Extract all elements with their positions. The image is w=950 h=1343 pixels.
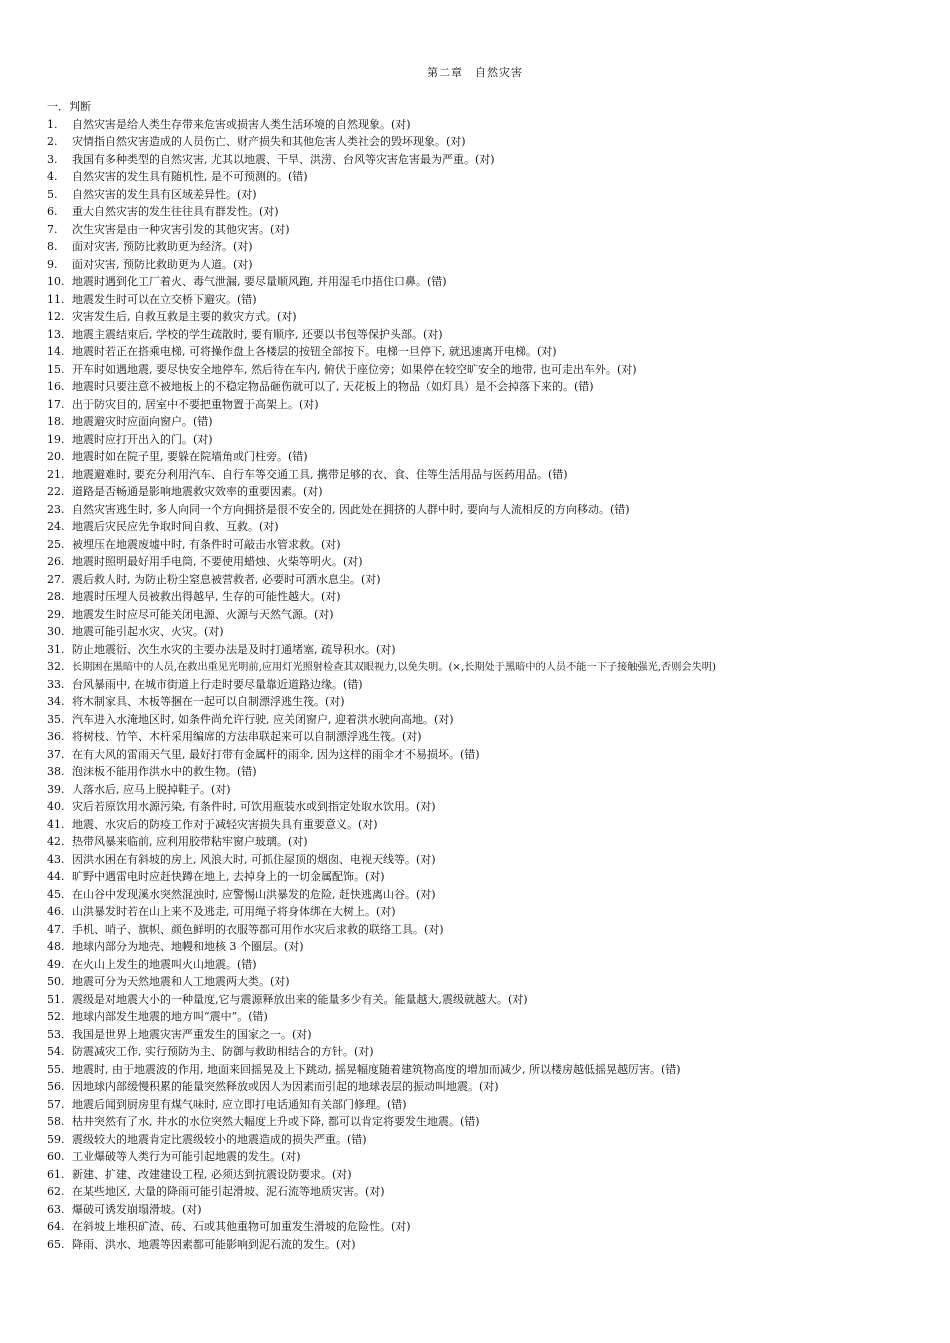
list-item	[47, 1061, 940, 1079]
item-text: 灾情指自然灾害造成的人员伤亡、财产损失和其他危害人类社会的毁坏现象。(对)	[72, 135, 466, 148]
item-text: 地震时压埋人员被救出得越早, 生存的可能性越大。(对)	[72, 590, 341, 603]
item-number: 58.	[47, 1115, 65, 1128]
list-item	[47, 606, 940, 624]
list-item	[47, 763, 940, 781]
item-text: 地震时只要注意不被地板上的不稳定物品砸伤就可以了, 天花板上的物品（如灯具）是不会掉落下来的。(错)	[72, 380, 594, 393]
list-item	[47, 1008, 940, 1026]
item-text: 地震可分为天然地震和人工地震两大类。(对)	[72, 975, 290, 988]
list-item	[47, 903, 940, 921]
item-text: 旷野中遇雷电时应赶快蹲在地上, 去掉身上的一切金属配饰。(对)	[72, 870, 385, 883]
item-text: 地球内部发生地震的地方叫“震中”。(错)	[72, 1010, 268, 1023]
item-text: 地震发生时可以在立交桥下避灾。(错)	[72, 292, 257, 306]
item-number: 49.	[47, 957, 65, 971]
item-text: 地震避灾时应面向窗户。(错)	[72, 415, 213, 428]
list-item	[47, 816, 940, 834]
item-number: 35.	[47, 712, 65, 726]
item-number: 22.	[47, 485, 65, 498]
item-text: 降雨、洪水、地震等因素都可能影响到泥石流的发生。(对)	[72, 1237, 356, 1251]
list-item	[47, 291, 940, 309]
item-number: 16.	[47, 380, 65, 393]
list-item	[47, 1166, 940, 1184]
list-item	[47, 728, 940, 746]
item-number: 44.	[47, 870, 65, 883]
item-text: 地震后闻到厨房里有煤气味时, 应立即打电话通知有关部门修理。(错)	[72, 1097, 407, 1111]
list-item	[47, 886, 940, 904]
item-number: 54.	[47, 1045, 65, 1058]
item-text: 出于防灾目的, 居室中不要把重物置于高架上。(对)	[72, 397, 319, 411]
item-text: 将木制家具、木板等捆在一起可以自制漂浮逃生筏。(对)	[72, 695, 345, 708]
item-text: 在火山上发生的地震叫火山地震。(错)	[72, 957, 257, 971]
item-number: 63.	[47, 1202, 65, 1216]
item-text: 新建、扩建、改建建设工程, 必须达到抗震设防要求。(对)	[72, 1167, 352, 1181]
item-number: 34.	[47, 695, 65, 708]
item-text: 地震可能引起水灾、火灾。(对)	[72, 625, 224, 638]
list-item	[47, 238, 940, 256]
item-number: 42.	[47, 835, 65, 848]
list-item	[47, 501, 940, 519]
list-item	[47, 361, 940, 379]
item-number: 11.	[47, 292, 65, 306]
item-text: 爆破可诱发崩塌滑坡。(对)	[72, 1202, 202, 1216]
list-item	[47, 1131, 940, 1149]
item-text: 在山谷中发现溪水突然混浊时, 应警惕山洪暴发的危险, 赶快逃离山谷。(对)	[72, 887, 436, 901]
item-text: 将树枝、竹竿、木杆采用编席的方法串联起来可以自制漂浮逃生筏。(对)	[72, 730, 422, 743]
item-number: 5.	[47, 187, 58, 201]
list-item	[47, 1148, 940, 1166]
item-text: 在有大风的雷雨天气里, 最好打带有金属杆的雨伞, 因为这样的雨伞才不易损坏。(错)	[72, 747, 480, 761]
item-text: 地震避难时, 要充分利用汽车、自行车等交通工具, 携带足够的衣、食、住等生活用品与医药用品。(错)	[72, 467, 568, 481]
list-item	[47, 676, 940, 694]
item-text: 手机、哨子、旗帜、颜色鲜明的衣服等都可用作水灾后求救的联络工具。(对)	[72, 922, 444, 936]
list-item	[47, 938, 940, 956]
item-text: 灾后若原饮用水源污染, 有条件时, 可饮用瓶装水或到指定处取水饮用。(对)	[72, 800, 436, 813]
item-text: 地震时照明最好用手电筒, 不要使用蜡烛、火柴等明火。(对)	[72, 555, 363, 568]
item-number: 38.	[47, 765, 65, 778]
item-text: 开车时如遇地震, 要尽快安全地停车, 然后待在车内, 俯伏于座位旁；如果停在较空旷安全的地带, 也可走出车外。(对)	[72, 362, 637, 376]
item-number: 41.	[47, 817, 65, 831]
item-number: 2.	[47, 135, 58, 148]
item-number: 56.	[47, 1080, 65, 1093]
item-number: 60.	[47, 1150, 65, 1163]
item-text: 震后救人时, 为防止粉尘窒息被营救者, 必要时可洒水息尘。(对)	[72, 572, 381, 586]
item-text: 地球内部分为地壳、地幔和地核 3 个圈层。(对)	[72, 940, 304, 953]
item-text: 我国有多种类型的自然灾害, 尤其以地震、干旱、洪涝、台风等灾害危害最为严重。(对)	[72, 152, 495, 166]
item-number: 33.	[47, 677, 65, 691]
item-text: 台风暴雨中, 在城市街道上行走时要尽量靠近道路边缘。(错)	[72, 677, 363, 691]
list-item	[47, 623, 940, 641]
item-number: 62.	[47, 1185, 65, 1198]
item-text: 地震主震结束后, 学校的学生疏散时, 要有顺序, 还要以书包等保护头部。(对)	[72, 327, 443, 341]
item-text: 地震时遇到化工厂着火、毒气泄漏, 要尽量顺风跑, 并用湿毛巾捂住口鼻。(错)	[72, 275, 447, 288]
item-number: 50.	[47, 975, 65, 988]
list-item	[47, 868, 940, 886]
question-list	[47, 116, 940, 1254]
list-item	[47, 746, 940, 764]
list-item	[47, 116, 940, 134]
item-number: 24.	[47, 520, 65, 533]
list-item	[47, 1201, 940, 1219]
list-item	[47, 308, 940, 326]
item-number: 10.	[47, 275, 65, 288]
item-number: 20.	[47, 450, 65, 463]
item-number: 13.	[47, 327, 65, 341]
item-text: 震级较大的地震肯定比震级较小的地震造成的损失严重。(错)	[72, 1132, 367, 1146]
list-item	[47, 1113, 940, 1131]
item-text: 热带风暴来临前, 应利用胶带粘牢窗户玻璃。(对)	[72, 835, 308, 848]
list-item	[47, 203, 940, 221]
item-number: 53.	[47, 1027, 65, 1041]
item-text: 地震时, 由于地震波的作用, 地面来回摇晃及上下跳动, 摇晃幅度随着建筑物高度的增加而减少, 所以楼房越低摇晃越厉害。(错)	[72, 1062, 681, 1076]
item-number: 28.	[47, 590, 65, 603]
list-item	[47, 378, 940, 396]
item-text: 人落水后, 应马上脱掉鞋子。(对)	[72, 782, 231, 796]
list-item	[47, 326, 940, 344]
list-item	[47, 571, 940, 589]
item-number: 4.	[47, 170, 58, 183]
list-item	[47, 798, 940, 816]
list-item	[47, 553, 940, 571]
item-text: 面对灾害, 预防比救助更为经济。(对)	[72, 240, 253, 253]
list-item	[47, 466, 940, 484]
list-item	[47, 151, 940, 169]
list-item	[47, 991, 940, 1009]
item-text: 被埋压在地震废墟中时, 有条件时可敲击水管求救。(对)	[72, 537, 341, 551]
item-number: 59.	[47, 1132, 65, 1146]
item-number: 12.	[47, 310, 65, 323]
item-text: 地震时应打开出入的门。(对)	[72, 432, 213, 446]
item-text: 防震减灾工作, 实行预防为主、防御与救助相结合的方针。(对)	[72, 1045, 374, 1058]
item-text: 防止地震衍、次生水灾的主要办法是及时打通堵塞, 疏导积水。(对)	[72, 642, 396, 656]
list-item	[47, 1078, 940, 1096]
item-number: 40.	[47, 800, 65, 813]
item-number: 1.	[47, 117, 58, 131]
list-item	[47, 343, 940, 361]
list-item	[47, 256, 940, 274]
item-number: 26.	[47, 555, 65, 568]
list-item	[47, 273, 940, 291]
list-item	[47, 833, 940, 851]
item-text: 自然灾害逃生时, 多人向同一个方向拥挤是很不安全的, 因此处在拥挤的人群中时, 要向与人流相反的方向移动。(错)	[72, 502, 630, 516]
item-number: 51.	[47, 992, 65, 1006]
list-item	[47, 396, 940, 414]
list-item	[47, 973, 940, 991]
item-number: 31.	[47, 642, 65, 656]
list-item	[47, 168, 940, 186]
item-text: 长期困在黑暗中的人员,在救出重见光明前,应用灯光照射检查其双眼视力,以免失明。(×,长期处于黑暗中的人员不能一下子接触强光,否则会失明)	[72, 662, 716, 673]
item-text: 我国是世界上地震灾害严重发生的国家之一。(对)	[72, 1027, 312, 1041]
list-item	[47, 1043, 940, 1061]
section-heading: 一．判断	[47, 100, 91, 113]
item-text: 自然灾害的发生具有区域差异性。(对)	[72, 187, 257, 201]
item-number: 27.	[47, 572, 65, 586]
item-text: 面对灾害, 预防比救助更为人道。(对)	[72, 257, 253, 271]
item-number: 9.	[47, 257, 58, 271]
item-number: 17.	[47, 397, 65, 411]
chapter-title: 第二章 自然灾害	[427, 66, 523, 79]
item-text: 地震时若正在搭乘电梯, 可将操作盘上各楼层的按钮全部按下。电梯一旦停下, 就迅速离开电梯。(对)	[72, 345, 557, 358]
item-number: 29.	[47, 607, 65, 621]
item-number: 32.	[47, 660, 65, 673]
item-text: 在斜坡上堆积矿渣、砖、石或其他重物可加重发生滑坡的危险性。(对)	[72, 1220, 411, 1233]
list-item	[47, 693, 940, 711]
item-text: 泡沫板不能用作洪水中的救生物。(错)	[72, 765, 257, 778]
item-number: 52.	[47, 1010, 65, 1023]
list-item	[47, 956, 940, 974]
item-number: 6.	[47, 205, 58, 218]
list-item	[47, 133, 940, 151]
list-item	[47, 413, 940, 431]
item-text: 工业爆破等人类行为可能引起地震的发生。(对)	[72, 1150, 301, 1163]
item-number: 43.	[47, 852, 65, 866]
list-item	[47, 588, 940, 606]
item-text: 因洪水困在有斜坡的房上, 风浪大时, 可抓住屋顶的烟囱、电视天线等。(对)	[72, 852, 436, 866]
item-text: 汽车进入水淹地区时, 如条件尚允许行驶, 应关闭窗户, 迎着洪水驶向高地。(对)	[72, 712, 454, 726]
item-number: 47.	[47, 922, 65, 936]
item-text: 道路是否畅通是影响地震救灾效率的重要因素。(对)	[72, 485, 323, 498]
list-item	[47, 1096, 940, 1114]
item-number: 30.	[47, 625, 65, 638]
item-text: 因地球内部缓慢积累的能量突然释放或因人为因素而引起的地球表层的振动叫地震。(对)	[72, 1080, 499, 1093]
list-item	[47, 658, 940, 676]
list-item	[47, 1218, 940, 1236]
item-number: 46.	[47, 905, 65, 918]
list-item	[47, 518, 940, 536]
item-number: 57.	[47, 1097, 65, 1111]
list-item	[47, 1183, 940, 1201]
item-number: 64.	[47, 1220, 65, 1233]
list-item	[47, 641, 940, 659]
item-number: 15.	[47, 362, 65, 376]
list-item	[47, 781, 940, 799]
list-item	[47, 431, 940, 449]
item-number: 36.	[47, 730, 65, 743]
item-number: 48.	[47, 940, 65, 953]
item-number: 39.	[47, 782, 65, 796]
item-text: 地震、水灾后的防疫工作对于减轻灾害损失具有重要意义。(对)	[72, 817, 378, 831]
item-number: 25.	[47, 537, 65, 551]
item-number: 3.	[47, 152, 58, 166]
list-item	[47, 711, 940, 729]
item-number: 65.	[47, 1237, 65, 1251]
item-number: 8.	[47, 240, 58, 253]
item-number: 21.	[47, 467, 65, 481]
item-text: 次生灾害是由一种灾害引发的其他灾害。(对)	[72, 222, 290, 236]
list-item	[47, 921, 940, 939]
item-number: 37.	[47, 747, 65, 761]
list-item	[47, 221, 940, 239]
item-number: 23.	[47, 502, 65, 516]
item-text: 重大自然灾害的发生往往具有群发性。(对)	[72, 205, 279, 218]
item-text: 灾害发生后, 自救互救是主要的救灾方式。(对)	[72, 310, 297, 323]
item-text: 枯井突然有了水, 井水的水位突然大幅度上升或下降, 都可以肯定将要发生地震。(错)	[72, 1115, 480, 1128]
item-number: 45.	[47, 887, 65, 901]
list-item	[47, 1236, 940, 1254]
item-text: 地震时如在院子里, 要躲在院墙角或门柱旁。(错)	[72, 450, 308, 463]
list-item	[47, 851, 940, 869]
item-text: 震级是对地震大小的一种量度,它与震源释放出来的能量多少有关。能量越大,震级就越大。(对)	[72, 992, 528, 1006]
item-number: 14.	[47, 345, 65, 358]
item-text: 地震发生时应尽可能关闭电源、火源与天然气源。(对)	[72, 607, 334, 621]
list-item	[47, 483, 940, 501]
item-text: 山洪暴发时若在山上来不及逃走, 可用绳子将身体绑在大树上。(对)	[72, 905, 396, 918]
item-number: 61.	[47, 1167, 65, 1181]
item-number: 19.	[47, 432, 65, 446]
item-text: 自然灾害是给人类生存带来危害或损害人类生活环境的自然现象。(对)	[72, 117, 411, 131]
list-item	[47, 1026, 940, 1044]
item-text: 在某些地区, 大量的降雨可能引起滑坡、泥石流等地质灾害。(对)	[72, 1185, 385, 1198]
item-number: 55.	[47, 1062, 65, 1076]
list-item	[47, 186, 940, 204]
list-item	[47, 448, 940, 466]
list-item	[47, 536, 940, 554]
item-text: 自然灾害的发生具有随机性, 是不可预测的。(错)	[72, 170, 308, 183]
item-number: 7.	[47, 222, 58, 236]
item-number: 18.	[47, 415, 65, 428]
item-text: 地震后灾民应先争取时间自救、互救。(对)	[72, 520, 279, 533]
